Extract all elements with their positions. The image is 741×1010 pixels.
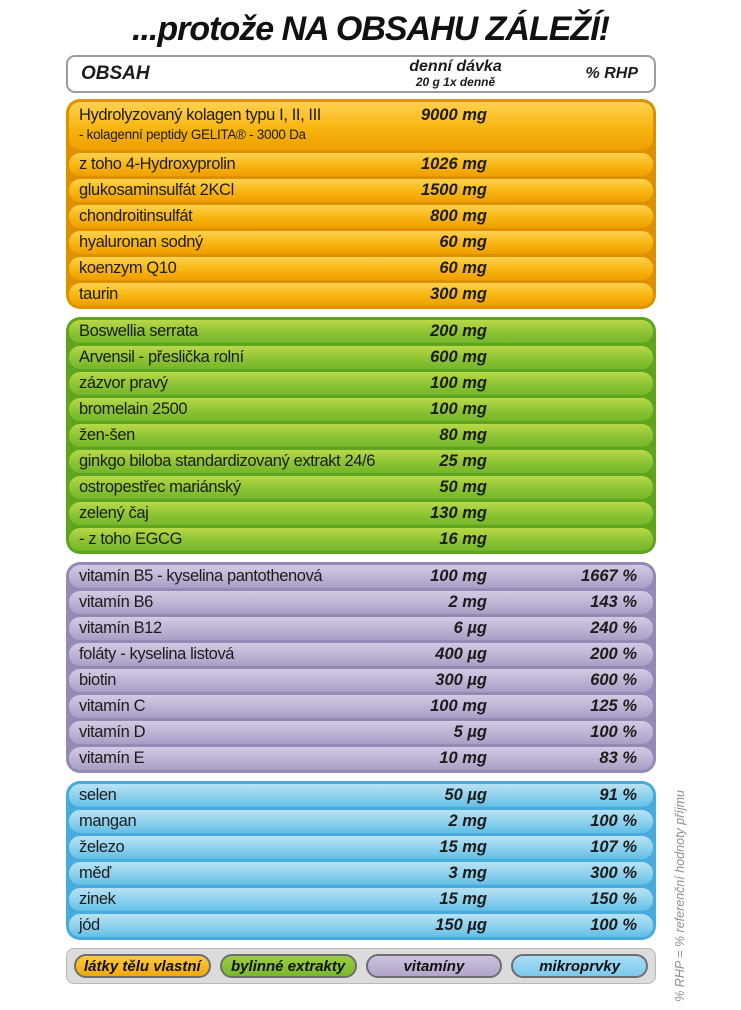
table-row bbox=[69, 747, 653, 770]
table-row bbox=[69, 450, 653, 473]
daily-dose-value: 3 mg bbox=[448, 864, 487, 882]
daily-dose-value: 6 µg bbox=[453, 619, 487, 637]
ingredient-name: z toho 4-Hydroxyprolin bbox=[79, 155, 236, 173]
daily-dose-value: 300 mg bbox=[430, 285, 487, 303]
table-row bbox=[69, 643, 653, 666]
daily-dose-label: denní dávka bbox=[409, 58, 502, 76]
table-row bbox=[69, 372, 653, 395]
daily-dose-value: 15 mg bbox=[439, 890, 487, 908]
rhp-percent: 91 % bbox=[599, 786, 637, 804]
section-mikroprvky bbox=[66, 781, 656, 940]
rhp-percent: 125 % bbox=[590, 697, 637, 715]
legend-pill-vitaminy: vitamíny bbox=[366, 954, 503, 978]
table-content bbox=[66, 55, 656, 984]
daily-dose-value: 800 mg bbox=[430, 207, 487, 225]
daily-dose-value: 60 mg bbox=[439, 259, 487, 277]
ingredient-name: Hydrolyzovaný kolagen typu I, II, III - kolagenní peptidy GELITA® - 3000 Da bbox=[69, 102, 367, 143]
daily-dose-value: 600 mg bbox=[430, 348, 487, 366]
table-row bbox=[69, 346, 653, 369]
rhp-percent: 300 % bbox=[590, 864, 637, 882]
legend-pill-bylinne-extrakty: bylinné extrakty bbox=[220, 954, 357, 978]
ingredient-name: ostropestřec mariánský bbox=[79, 478, 241, 496]
column-header-obsah: OBSAH bbox=[81, 63, 150, 84]
rhp-percent: 240 % bbox=[590, 619, 637, 637]
legend bbox=[66, 948, 656, 984]
table-row bbox=[69, 617, 653, 640]
table-row bbox=[69, 565, 653, 588]
ingredient-name: zelený čaj bbox=[79, 504, 149, 522]
daily-dose-value: 60 mg bbox=[439, 233, 487, 251]
table-row bbox=[69, 231, 653, 254]
daily-dose-value: 16 mg bbox=[439, 530, 487, 548]
rhp-percent: 107 % bbox=[590, 838, 637, 856]
section-latky-telu-vlastni bbox=[66, 99, 656, 309]
daily-dose-value: 1500 mg bbox=[420, 181, 487, 199]
daily-dose-value: 9000 mg bbox=[420, 106, 487, 124]
section-vitaminy bbox=[66, 562, 656, 773]
ingredient-name: - z toho EGCG bbox=[79, 530, 183, 548]
daily-dose-value: 100 mg bbox=[430, 400, 487, 418]
table-row bbox=[69, 888, 653, 911]
daily-dose-value: 2 mg bbox=[448, 593, 487, 611]
ingredient-name: žen-šen bbox=[79, 426, 135, 444]
daily-dose-value: 25 mg bbox=[439, 452, 487, 470]
table-row bbox=[69, 784, 653, 807]
table-row bbox=[69, 810, 653, 833]
table-row bbox=[69, 502, 653, 525]
daily-dose-value: 100 mg bbox=[430, 374, 487, 392]
daily-dose-value: 400 µg bbox=[435, 645, 487, 663]
table-row bbox=[69, 914, 653, 937]
ingredient-name: biotin bbox=[79, 671, 117, 689]
ingredient-name: zinek bbox=[79, 890, 116, 908]
daily-dose-sublabel: 20 g 1x denně bbox=[415, 75, 496, 90]
section-bylinne-extrakty bbox=[66, 317, 656, 554]
ingredient-name: bromelain 2500 bbox=[79, 400, 188, 418]
rhp-percent: 150 % bbox=[590, 890, 637, 908]
table-row bbox=[69, 179, 653, 202]
ingredient-name: vitamín B6 bbox=[79, 593, 153, 611]
daily-dose-value: 150 µg bbox=[435, 916, 487, 934]
ingredient-name: jód bbox=[79, 916, 100, 934]
daily-dose-value: 2 mg bbox=[448, 812, 487, 830]
table-row bbox=[69, 257, 653, 280]
table-row bbox=[69, 283, 653, 306]
table-row bbox=[69, 398, 653, 421]
supplement-facts-label bbox=[0, 10, 741, 1010]
table-row bbox=[69, 721, 653, 744]
daily-dose-value: 50 µg bbox=[444, 786, 487, 804]
ingredient-name: koenzym Q10 bbox=[79, 259, 177, 277]
daily-dose-value: 50 mg bbox=[439, 478, 487, 496]
ingredient-name: glukosaminsulfát 2KCl bbox=[79, 181, 234, 199]
rhp-percent: 1667 % bbox=[581, 567, 637, 585]
rhp-percent: 83 % bbox=[599, 749, 637, 767]
ingredient-name: hyaluronan sodný bbox=[79, 233, 203, 251]
daily-dose-value: 80 mg bbox=[439, 426, 487, 444]
daily-dose-value: 1026 mg bbox=[420, 155, 487, 173]
ingredient-name: Boswellia serrata bbox=[79, 322, 198, 340]
table-row bbox=[69, 528, 653, 551]
table-row bbox=[69, 205, 653, 228]
table-row bbox=[69, 153, 653, 176]
ingredient-name: vitamín E bbox=[79, 749, 145, 767]
ingredient-name: taurin bbox=[79, 285, 118, 303]
page-title: ...protože NA OBSAHU ZÁLEŽÍ! bbox=[132, 10, 609, 48]
ingredient-name: chondroitinsulfát bbox=[79, 207, 193, 225]
ingredient-name: měď bbox=[79, 864, 111, 882]
rhp-percent: 600 % bbox=[590, 671, 637, 689]
daily-dose-value: 300 µg bbox=[435, 671, 487, 689]
rhp-percent: 100 % bbox=[590, 723, 637, 741]
rhp-percent: 143 % bbox=[590, 593, 637, 611]
ingredient-subname: - kolagenní peptidy GELITA® - 3000 Da bbox=[79, 127, 306, 142]
ingredient-name: vitamín B12 bbox=[79, 619, 162, 637]
table-row bbox=[69, 591, 653, 614]
table-row bbox=[69, 669, 653, 692]
ingredient-name: zázvor pravý bbox=[79, 374, 168, 392]
daily-dose-value: 10 mg bbox=[439, 749, 487, 767]
ingredient-name: mangan bbox=[79, 812, 137, 830]
daily-dose-value: 100 mg bbox=[430, 697, 487, 715]
legend-pill-mikroprvky: mikroprvky bbox=[511, 954, 648, 978]
daily-dose-value: 100 mg bbox=[430, 567, 487, 585]
rhp-percent: 100 % bbox=[590, 812, 637, 830]
column-header-daily-dose bbox=[368, 59, 543, 88]
legend-pill-latky-telu-vlastni: látky tělu vlastní bbox=[74, 954, 211, 978]
table-row bbox=[69, 424, 653, 447]
daily-dose-value: 15 mg bbox=[439, 838, 487, 856]
ingredient-name: vitamín B5 - kyselina pantothenová bbox=[79, 567, 323, 585]
daily-dose-value: 5 µg bbox=[453, 723, 487, 741]
rhp-percent: 100 % bbox=[590, 916, 637, 934]
ingredient-name: foláty - kyselina listová bbox=[79, 645, 235, 663]
ingredient-name: Arvensil - přeslička rolní bbox=[79, 348, 244, 366]
rhp-percent: 200 % bbox=[590, 645, 637, 663]
table-header bbox=[66, 55, 656, 93]
table-row bbox=[69, 836, 653, 859]
daily-dose-value: 200 mg bbox=[430, 322, 487, 340]
table-row bbox=[69, 102, 653, 150]
ingredient-name: vitamín C bbox=[79, 697, 146, 715]
table-row bbox=[69, 320, 653, 343]
table-row bbox=[69, 476, 653, 499]
ingredient-name: selen bbox=[79, 786, 117, 804]
ingredient-name: vitamín D bbox=[79, 723, 146, 741]
rhp-footnote: % RHP = % referenční hodnoty příjmu bbox=[673, 790, 687, 1002]
ingredient-name: železo bbox=[79, 838, 125, 856]
table-row bbox=[69, 862, 653, 885]
column-header-rhp: % RHP bbox=[585, 65, 638, 82]
sections-container bbox=[66, 99, 656, 940]
ingredient-name: ginkgo biloba standardizovaný extrakt 24/6 bbox=[79, 452, 375, 470]
daily-dose-value: 130 mg bbox=[430, 504, 487, 522]
table-row bbox=[69, 695, 653, 718]
